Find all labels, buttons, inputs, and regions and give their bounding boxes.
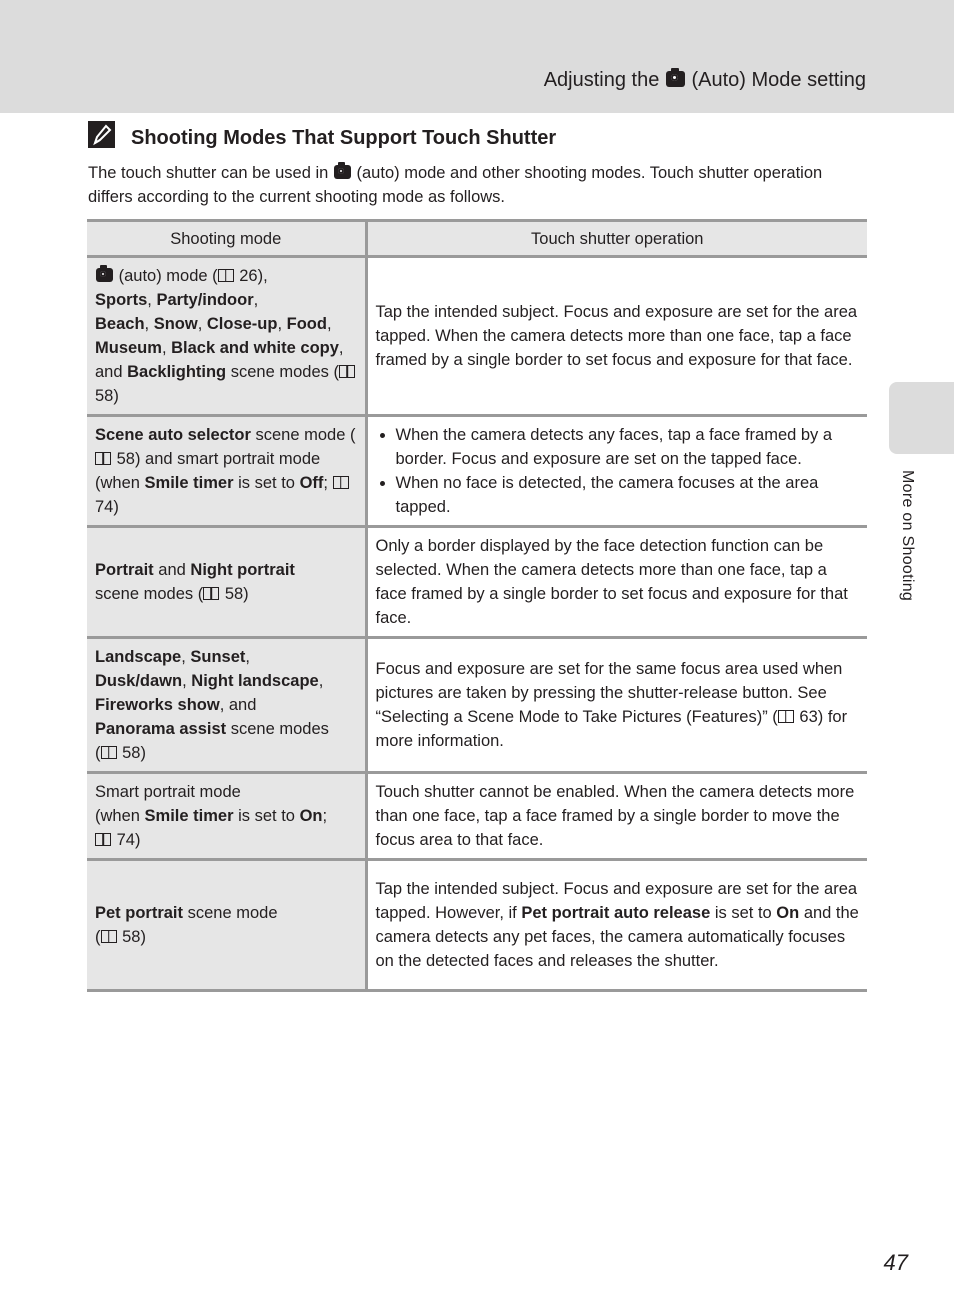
- shooting-mode-cell: (auto) mode ( 26), Sports, Party/indoor, Beach, Snow, Close-up, Food, Museum, Black and white copy, and Backlighting scene modes ( 58): [87, 257, 366, 416]
- table-header-row: [87, 221, 867, 257]
- table-row: [87, 860, 867, 991]
- book-reference-icon: [101, 746, 117, 759]
- operation-cell: Tap the intended subject. Focus and exposure are set for the area tapped. When the camera detects more than one face, tap a face framed by a single border to set focus and exposure for that face.: [366, 257, 867, 416]
- header-title: Adjusting the (Auto) Mode setting: [543, 69, 866, 91]
- column-header: Touch shutter operation: [366, 221, 867, 257]
- chapter-label: More on Shooting: [899, 470, 916, 602]
- column-header: Shooting mode: [87, 221, 366, 257]
- shooting-mode-cell: Portrait and Night portrait scene modes ( 58): [87, 527, 366, 638]
- intro-paragraph: The touch shutter can be used in (auto) mode and other shooting modes. Touch shutter operation differs according to the current shooting mode as follows.: [88, 164, 823, 206]
- shooting-mode-cell: Landscape, Sunset, Dusk/dawn, Night landscape, Fireworks show, and Panorama assist scene modes ( 58): [87, 638, 366, 773]
- book-reference-icon: [95, 833, 111, 846]
- book-reference-icon: [203, 587, 219, 600]
- operation-cell: Focus and exposure are set for the same focus area used when pictures are taken by pressing the shutter-release button. See “Selecting a Scene Mode to Take Pictures (Features)” ( 63) for more information.: [366, 638, 867, 773]
- book-reference-icon: [95, 452, 111, 465]
- table-row: [87, 416, 867, 527]
- table-row: [87, 773, 867, 860]
- operation-bullet-list: [376, 423, 860, 519]
- table-row: [87, 257, 867, 416]
- shooting-mode-cell: Smart portrait mode (when Smile timer is set to On; 74): [87, 773, 366, 860]
- camera-icon: [666, 71, 685, 87]
- page-number: 47: [883, 1250, 908, 1275]
- operation-cell: Tap the intended subject. Focus and exposure are set for the area tapped. However, if Pet portrait auto release is set to On and the camera detects any pet faces, the camera automatically focuses on the detected faces and releases the shutter.: [366, 860, 867, 991]
- book-reference-icon: [101, 930, 117, 943]
- camera-icon: [334, 165, 351, 179]
- shooting-mode-cell: Scene auto selector scene mode ( 58) and smart portrait mode (when Smile timer is set to Off; 74): [87, 416, 366, 527]
- chapter-tab: [889, 382, 954, 454]
- section-title: Shooting Modes That Support Touch Shutter: [131, 127, 557, 149]
- table-row: [87, 638, 867, 773]
- book-reference-icon: [218, 269, 234, 282]
- list-item: • When no face is detected, the camera focuses at the area tapped.: [396, 471, 860, 519]
- page-header: [0, 0, 954, 113]
- operation-cell: Only a border displayed by the face detection function can be selected. When the camera detects more than one face, tap a face framed by a single border to set focus and exposure for that face.: [366, 527, 867, 638]
- book-reference-icon: [333, 476, 349, 489]
- operation-cell: [366, 416, 867, 527]
- pencil-note-icon: [88, 121, 115, 148]
- table-row: [87, 527, 867, 638]
- book-reference-icon: [339, 365, 355, 378]
- shooting-mode-cell: Pet portrait scene mode ( 58): [87, 860, 366, 991]
- touch-shutter-table: [87, 219, 867, 992]
- camera-icon: [96, 268, 113, 282]
- operation-cell: Touch shutter cannot be enabled. When the camera detects more than one face, tap a face framed by a single border to move the focus area to that face.: [366, 773, 867, 860]
- book-reference-icon: [778, 710, 794, 723]
- list-item: • When the camera detects any faces, tap a face framed by a border. Focus and exposure are set on the tapped face.: [396, 423, 860, 471]
